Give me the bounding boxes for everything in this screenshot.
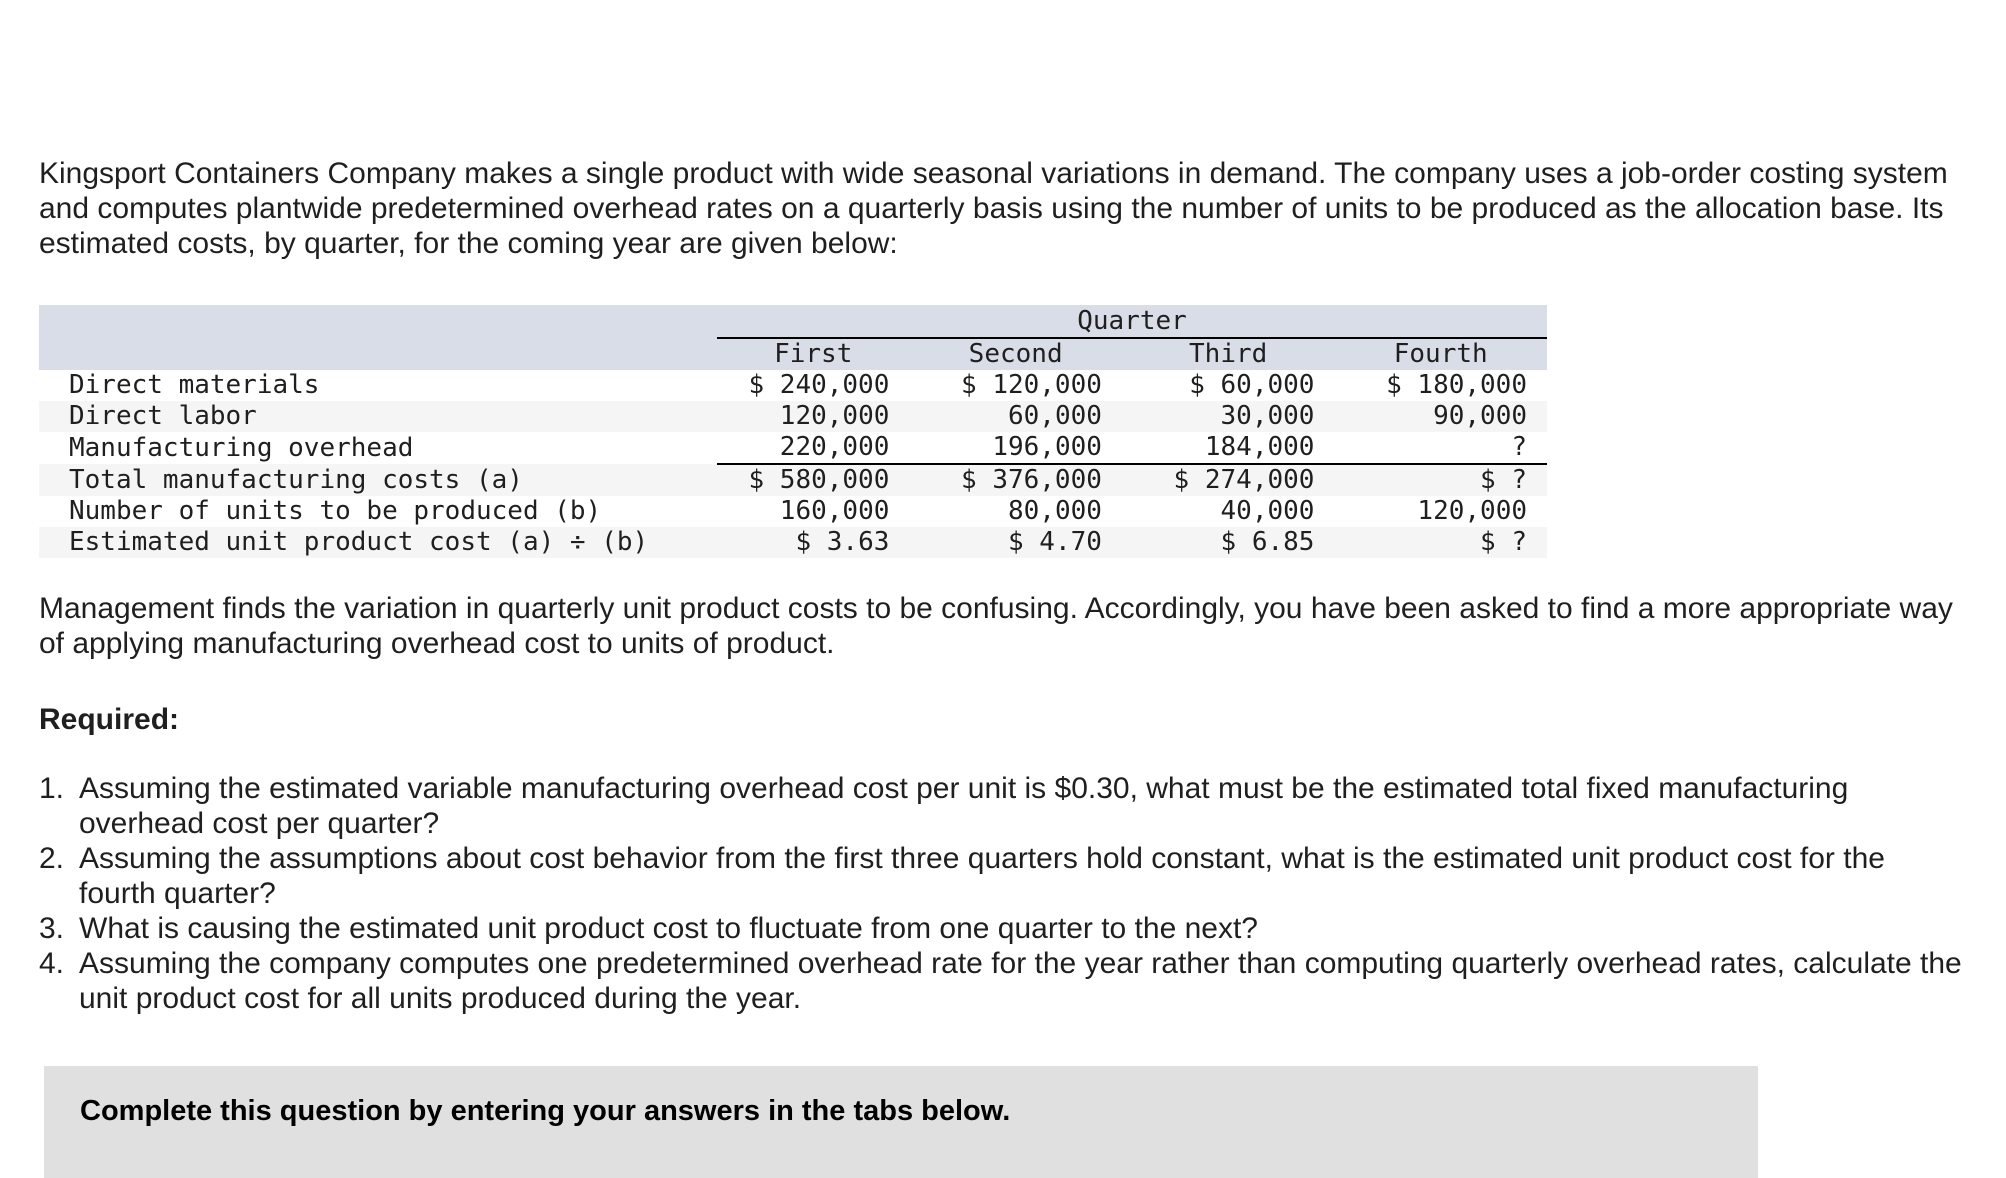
list-item xyxy=(39,841,1969,911)
table-group-header-row xyxy=(39,305,1547,338)
row-label: Direct materials xyxy=(69,370,320,400)
cell-value: $ ? xyxy=(1334,464,1547,496)
cell-value: $ 376,000 xyxy=(909,464,1122,496)
cell-value: 90,000 xyxy=(1334,401,1547,432)
cell-value: $ ? xyxy=(1334,527,1547,558)
table-row xyxy=(39,527,1547,558)
cell-value: 30,000 xyxy=(1122,401,1335,432)
question-number: 2. xyxy=(39,842,65,875)
question-number: 1. xyxy=(39,772,65,805)
quarterly-cost-table xyxy=(39,305,1547,558)
table-column-header-row xyxy=(39,338,1547,370)
row-label: Number of units to be produced (b) xyxy=(69,496,602,526)
cell-value: $ 120,000 xyxy=(961,370,1102,400)
question-text: What is causing the estimated unit product cost to fluctuate from one quarter to the next? xyxy=(79,912,1258,945)
instructions-banner xyxy=(44,1066,1758,1178)
table-row xyxy=(39,432,1547,464)
list-item xyxy=(39,946,1969,1016)
column-header-second: Second xyxy=(909,338,1122,370)
question-text: Assuming the assumptions about cost behavior from the first three quarters hold constant, what is the estimated unit product cost for the fourth quarter? xyxy=(79,842,1885,910)
question-text: Assuming the company computes one predetermined overhead rate for the year rather than computing quarterly overhead rates, calculate the unit product cost for all units produced during the year. xyxy=(79,947,1962,1015)
instructions-text: Complete this question by entering your answers in the tabs below. xyxy=(80,1095,1011,1127)
list-item xyxy=(39,911,1969,946)
cell-value: 120,000 xyxy=(1417,496,1527,526)
quarter-group-header: Quarter xyxy=(717,305,1547,338)
cell-value: 196,000 xyxy=(992,432,1102,462)
row-label: Total manufacturing costs (a) xyxy=(39,464,717,496)
cell-value: $ 274,000 xyxy=(1122,464,1335,496)
cell-value: $ 6.85 xyxy=(1122,527,1335,558)
management-paragraph: Management finds the variation in quarterly unit product costs to be confusing. Accordingly, you have been asked to find a more appropriate way of applying manufacturing overhead cost to units of product. xyxy=(39,592,1953,660)
cell-value: $ 60,000 xyxy=(1189,370,1315,400)
cell-value: $ 3.63 xyxy=(717,527,909,558)
table-row xyxy=(39,401,1547,432)
column-header-third: Third xyxy=(1122,338,1335,370)
cell-value: $ 4.70 xyxy=(909,527,1122,558)
cell-value: $ 580,000 xyxy=(717,464,909,496)
required-questions-list xyxy=(39,771,1969,1016)
cell-value: 220,000 xyxy=(779,432,890,462)
question-number: 4. xyxy=(39,947,65,980)
question-text: Assuming the estimated variable manufacturing overhead cost per unit is $0.30, what must be the estimated total fixed manufacturing overhead cost per quarter? xyxy=(79,772,1849,840)
cell-value: 184,000 xyxy=(1204,432,1315,462)
cell-value: 160,000 xyxy=(779,496,890,526)
table-row xyxy=(39,496,1547,527)
row-label: Estimated unit product cost (a) ÷ (b) xyxy=(39,527,717,558)
cell-value: ? xyxy=(1511,432,1527,462)
row-label: Direct labor xyxy=(39,401,717,432)
required-heading: Required: xyxy=(39,703,180,736)
cell-value: 40,000 xyxy=(1220,496,1315,526)
table-row xyxy=(39,370,1547,401)
column-header-fourth: Fourth xyxy=(1334,338,1547,370)
cell-value: $ 180,000 xyxy=(1386,370,1527,400)
row-label: Manufacturing overhead xyxy=(69,432,414,463)
table-row-total xyxy=(39,464,1547,496)
header-spacer xyxy=(39,305,717,338)
list-item xyxy=(39,771,1969,841)
cell-value: 60,000 xyxy=(909,401,1122,432)
cell-value: 120,000 xyxy=(717,401,909,432)
column-header-first: First xyxy=(717,338,909,370)
question-number: 3. xyxy=(39,912,65,945)
cell-value: $ 240,000 xyxy=(748,370,890,400)
header-spacer xyxy=(39,338,717,370)
intro-paragraph: Kingsport Containers Company makes a single product with wide seasonal variations in demand. The company uses a job-order costing system and computes plantwide predetermined overhead rates on a quarterly basis using the number of units to be produced as the allocation base. Its estimated costs, by quarter, for the coming year are given below: xyxy=(39,157,1948,260)
cell-value: 80,000 xyxy=(1007,496,1102,526)
